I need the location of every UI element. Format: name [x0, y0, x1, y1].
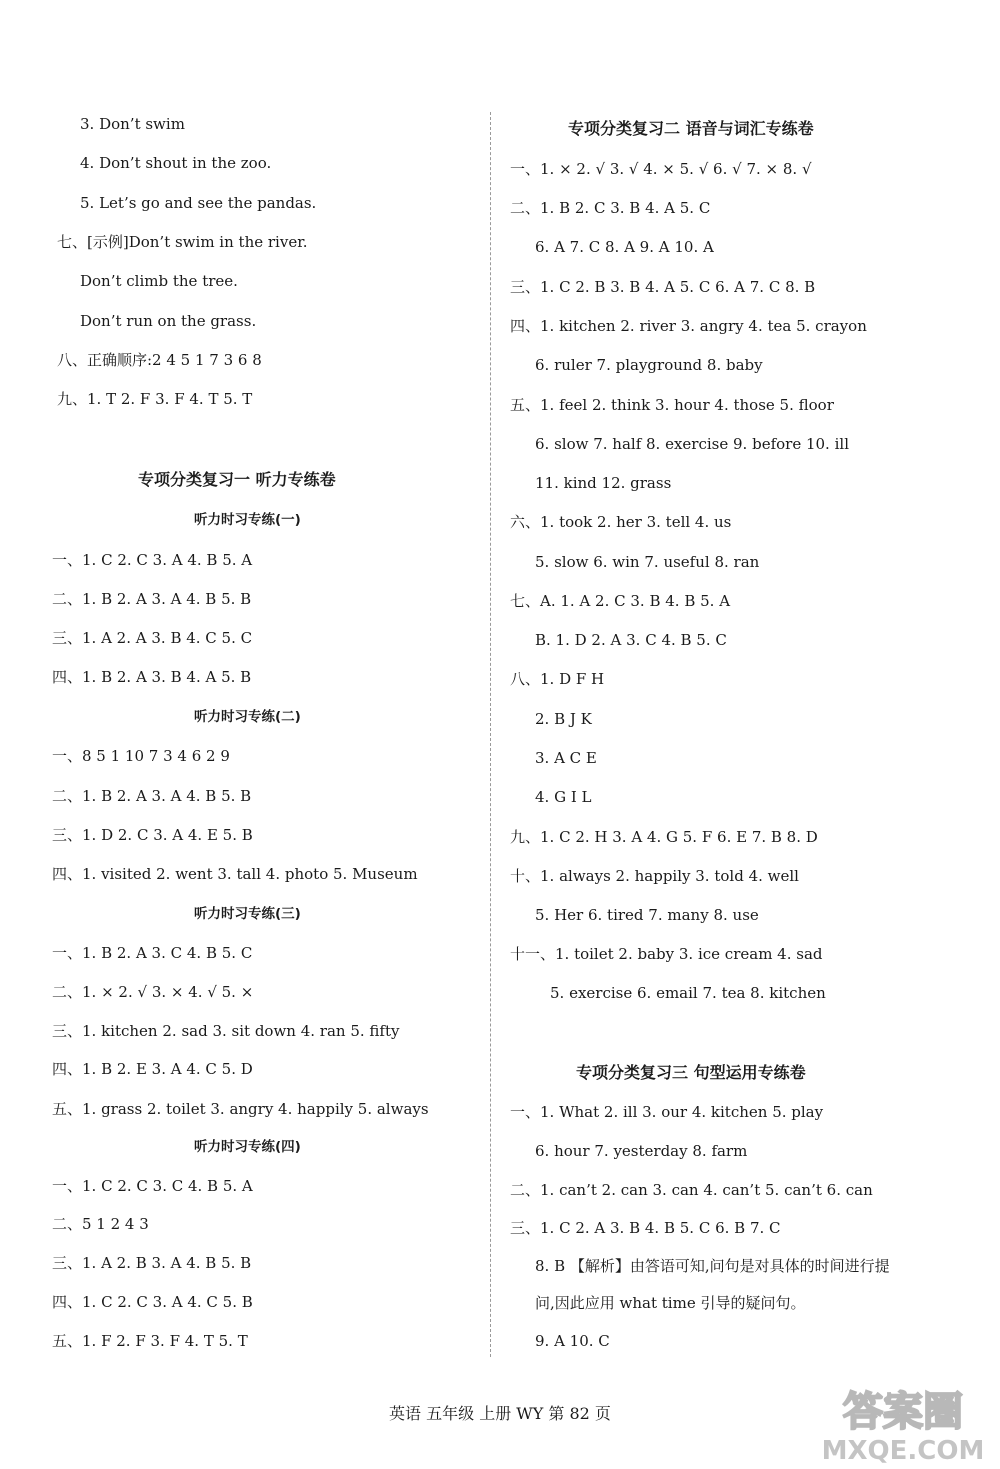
answer-line: 二、1. B 2. C 3. B 4. A 5. C — [510, 199, 711, 217]
answer-line: Don’t run on the grass. — [80, 312, 257, 330]
subsection-title: 听力时习专练(三) — [194, 906, 301, 922]
answer-line: 三、1. C 2. B 3. B 4. A 5. C 6. A 7. C 8. B — [510, 278, 816, 296]
answer-line: 十一、1. toilet 2. baby 3. ice cream 4. sad — [510, 945, 823, 963]
answer-line: 四、1. B 2. A 3. B 4. A 5. B — [52, 668, 252, 686]
answer-line: Don’t climb the tree. — [80, 272, 238, 290]
answer-line: 一、1. What 2. ill 3. our 4. kitchen 5. play — [510, 1103, 824, 1121]
answer-line: 8. B 【解析】由答语可知,问句是对具体的时间进行提 — [535, 1257, 890, 1275]
answer-line: 四、1. C 2. C 3. A 4. C 5. B — [52, 1293, 253, 1311]
answer-line: 七、[示例]Don’t swim in the river. — [57, 233, 308, 251]
subsection-title: 听力时习专练(四) — [194, 1139, 301, 1155]
answer-line: 5. slow 6. win 7. useful 8. ran — [535, 553, 760, 571]
answer-line: 二、1. × 2. √ 3. × 4. √ 5. × — [52, 983, 254, 1001]
answer-line: 5. Let’s go and see the pandas. — [80, 194, 317, 212]
answer-line: 3. A C E — [535, 749, 597, 767]
answer-line: 2. B J K — [535, 710, 592, 728]
answer-line: 4. G I L — [535, 788, 592, 806]
watermark-logo — [818, 1381, 988, 1465]
answer-line: 一、1. × 2. √ 3. √ 4. × 5. √ 6. √ 7. × 8. √ — [510, 160, 812, 178]
section-title: 专项分类复习一 听力专练卷 — [138, 470, 336, 489]
subsection-title: 听力时习专练(二) — [194, 709, 301, 725]
answer-line: 二、1. B 2. A 3. A 4. B 5. B — [52, 787, 252, 805]
answer-line: 一、1. C 2. C 3. C 4. B 5. A — [52, 1177, 253, 1195]
subsection-title: 听力时习专练(一) — [194, 512, 301, 528]
answer-line: 3. Don’t swim — [80, 115, 185, 133]
answer-line: 6. slow 7. half 8. exercise 9. before 10. ill — [535, 435, 849, 453]
answer-line: 一、8 5 1 10 7 3 4 6 2 9 — [52, 747, 230, 765]
page-footer: 英语 五年级 上册 WY 第 82 页 — [389, 1404, 611, 1423]
answer-line: 二、5 1 2 4 3 — [52, 1215, 149, 1233]
answer-line: 八、1. D F H — [510, 670, 605, 688]
answer-line: 二、1. can’t 2. can 3. can 4. can’t 5. can’t 6. can — [510, 1181, 873, 1199]
answer-line: 九、1. C 2. H 3. A 4. G 5. F 6. E 7. B 8. D — [510, 828, 818, 846]
answer-line: 问,因此应用 what time 引导的疑问句。 — [535, 1294, 806, 1312]
answer-line: 四、1. B 2. E 3. A 4. C 5. D — [52, 1060, 253, 1078]
watermark-url: MXQE.COM — [821, 1436, 985, 1465]
answer-line: 5. exercise 6. email 7. tea 8. kitchen — [550, 984, 826, 1002]
answer-line: 9. A 10. C — [535, 1332, 610, 1350]
answer-line: 三、1. C 2. A 3. B 4. B 5. C 6. B 7. C — [510, 1219, 781, 1237]
answer-line: 四、1. kitchen 2. river 3. angry 4. tea 5. crayon — [510, 317, 867, 335]
answer-line: 五、1. F 2. F 3. F 4. T 5. T — [52, 1332, 248, 1350]
answer-line: 6. A 7. C 8. A 9. A 10. A — [535, 238, 714, 256]
answer-line: 三、1. D 2. C 3. A 4. E 5. B — [52, 826, 253, 844]
answer-line: 八、正确顺序:2 4 5 1 7 3 6 8 — [57, 351, 262, 369]
answer-line: 三、1. A 2. A 3. B 4. C 5. C — [52, 629, 253, 647]
answer-line: 九、1. T 2. F 3. F 4. T 5. T — [57, 390, 253, 408]
answer-line: 4. Don’t shout in the zoo. — [80, 154, 272, 172]
answer-line: 5. Her 6. tired 7. many 8. use — [535, 906, 759, 924]
answer-line: 十、1. always 2. happily 3. told 4. well — [510, 867, 799, 885]
section-title: 专项分类复习三 句型运用专练卷 — [576, 1063, 806, 1082]
answer-line: 11. kind 12. grass — [535, 474, 672, 492]
answer-line: 五、1. feel 2. think 3. hour 4. those 5. floor — [510, 396, 834, 414]
answer-line: 三、1. A 2. B 3. A 4. B 5. B — [52, 1254, 252, 1272]
answer-line: 一、1. B 2. A 3. C 4. B 5. C — [52, 944, 253, 962]
answer-line: 6. hour 7. yesterday 8. farm — [535, 1142, 748, 1160]
answer-line: 四、1. visited 2. went 3. tall 4. photo 5. Museum — [52, 865, 418, 883]
answer-line: B. 1. D 2. A 3. C 4. B 5. C — [535, 631, 727, 649]
answer-line: 二、1. B 2. A 3. A 4. B 5. B — [52, 590, 252, 608]
answer-line: 五、1. grass 2. toilet 3. angry 4. happily 5. always — [52, 1100, 429, 1118]
answer-line: 6. ruler 7. playground 8. baby — [535, 356, 763, 374]
answer-line: 一、1. C 2. C 3. A 4. B 5. A — [52, 551, 253, 569]
watermark-text: 答案圈 — [843, 1389, 963, 1435]
column-divider — [490, 112, 491, 1357]
answer-line: 三、1. kitchen 2. sad 3. sit down 4. ran 5. fifty — [52, 1022, 400, 1040]
answer-line: 七、A. 1. A 2. C 3. B 4. B 5. A — [510, 592, 731, 610]
section-title: 专项分类复习二 语音与词汇专练卷 — [568, 119, 814, 138]
answer-line: 六、1. took 2. her 3. tell 4. us — [510, 513, 732, 531]
